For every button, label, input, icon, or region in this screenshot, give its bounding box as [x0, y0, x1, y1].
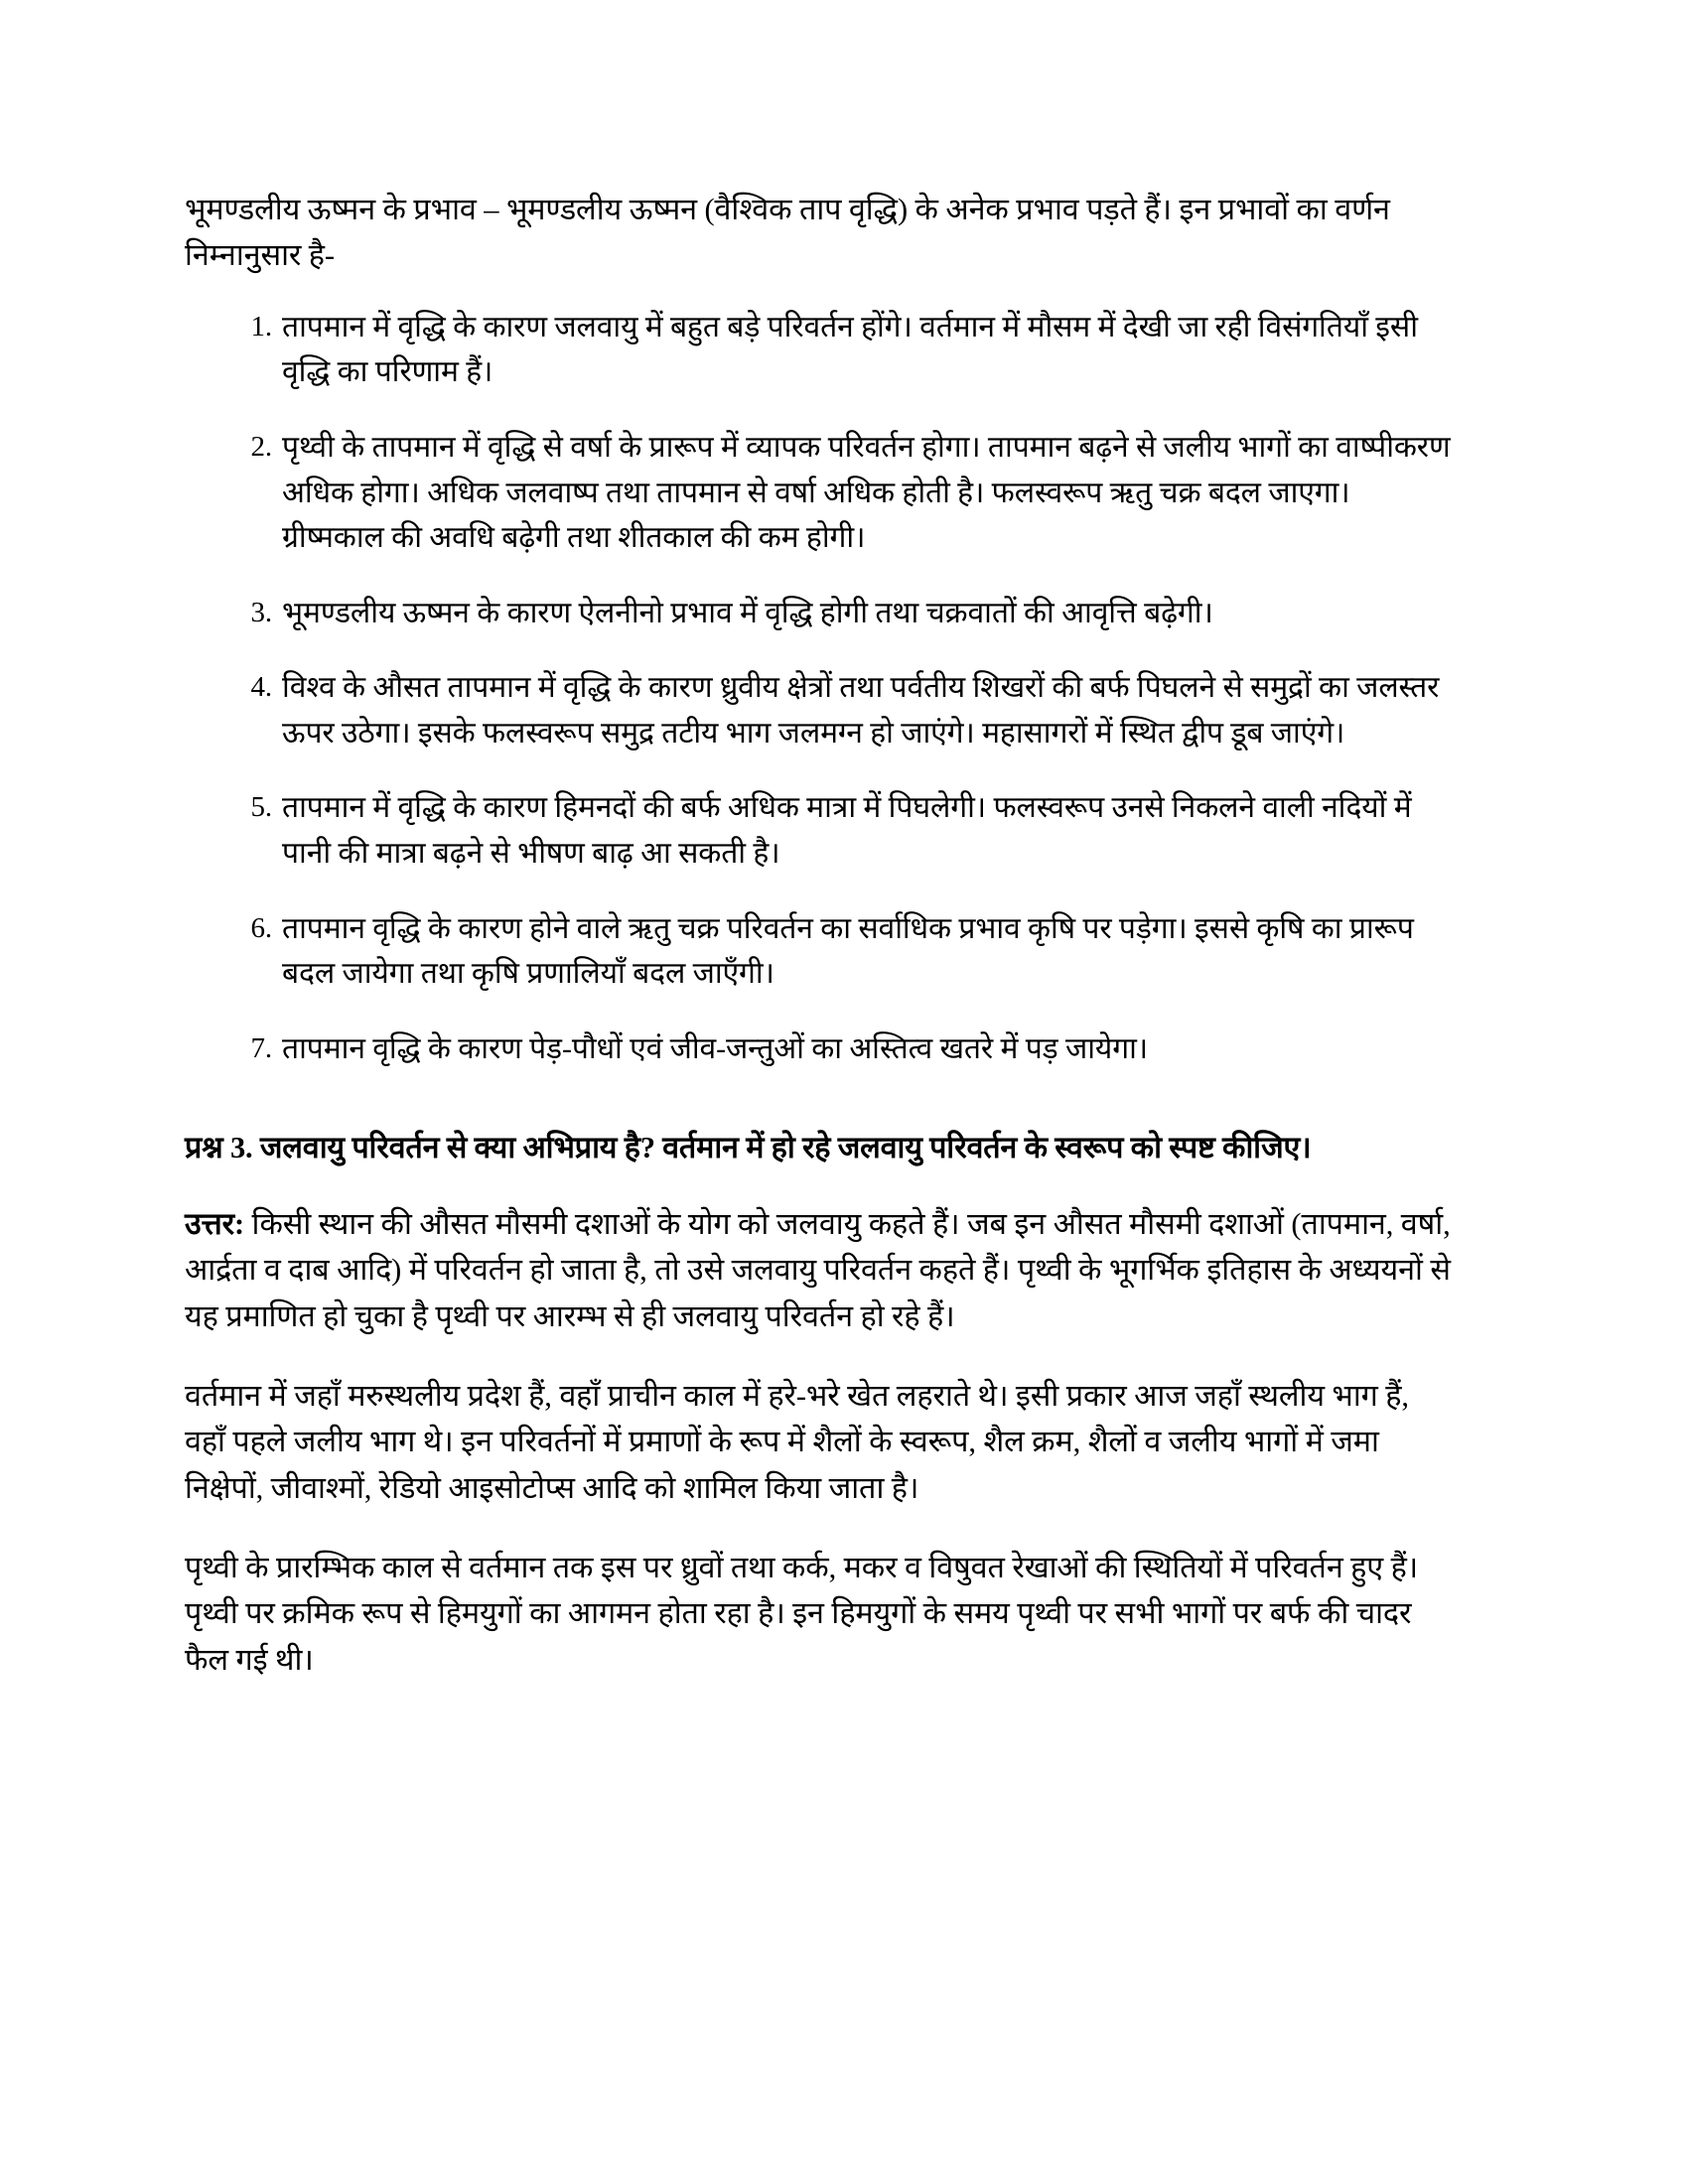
- list-item: [185, 305, 1456, 395]
- answer-second-paragraph: वर्तमान में जहाँ मरुस्थलीय प्रदेश हैं, वहाँ प्राचीन काल में हरे-भरे खेत लहराते थे। इसी प्रकार आज जहाँ स्थलीय भाग हैं, वहाँ पहले जलीय भाग थे। इन परिवर्तनों में प्रमाणों के रूप में शैलों के स्वरूप, शैल क्रम, शैलों व जलीय भागों में जमा निक्षेपों, जीवाश्मों, रेडियो आइसोटोप्स आदि को शामिल किया जाता है।: [185, 1378, 1409, 1505]
- answer-label: उत्तर:: [185, 1206, 245, 1241]
- list-item: [185, 591, 1456, 636]
- list-item: [185, 425, 1456, 561]
- answer-first-paragraph-text: किसी स्थान की औसत मौसमी दशाओं के योग को जलवायु कहते हैं। जब इन औसत मौसमी दशाओं (तापमान, वर्षा, आर्द्रता व दाब आदि) में परिवर्तन हो जाता है, तो उसे जलवायु परिवर्तन कहते हैं। पृथ्वी के भूगर्भिक इतिहास के अध्ययनों से यह प्रमाणित हो चुका है पृथ्वी पर आरम्भ से ही जलवायु परिवर्तन हो रहे हैं।: [185, 1206, 1451, 1333]
- list-item-marker: 6.: [250, 911, 272, 944]
- list-item: [185, 906, 1456, 997]
- answer-third-paragraph: पृथ्वी के प्रारम्भिक काल से वर्तमान तक इस पर ध्रुवों तथा कर्क, मकर व विषुवत रेखाओं की स्थितियों में परिवर्तन हुए हैं। पृथ्वी पर क्रमिक रूप से हिमयुगों का आगमन होता रहा है। इन हिमयुगों के समय पृथ्वी पर सभी भागों पर बर्फ की चादर फैल गई थी।: [185, 1550, 1419, 1677]
- list-item: [185, 785, 1456, 876]
- page-content: [185, 187, 1456, 1683]
- question-heading: प्रश्न 3. जलवायु परिवर्तन से क्या अभिप्राय है? वर्तमान में हो रहे जलवायु परिवर्तन के स्वरूप को स्पष्ट कीजिए।: [185, 1131, 1312, 1165]
- list-item-text: तापमान में वृद्धि के कारण जलवायु में बहुत बड़े परिवर्तन होंगे। वर्तमान में मौसम में देखी जा रही विसंगतियाँ इसी वृद्धि का परिणाम हैं।: [282, 310, 1418, 389]
- list-item-text: तापमान में वृद्धि के कारण हिमनदों की बर्फ अधिक मात्रा में पिघलेगी। फलस्वरूप उनसे निकलने वाली नदियों में पानी की मात्रा बढ़ने से भीषण बाढ़ आ सकती है।: [282, 791, 1412, 871]
- list-item-text: तापमान वृद्धि के कारण पेड़-पौधों एवं जीव-जन्तुओं का अस्तित्व खतरे में पड़ जायेगा।: [282, 1031, 1149, 1065]
- list-item: [185, 1026, 1456, 1072]
- intro-paragraph: भूमण्डलीय ऊष्मन के प्रभाव – भूमण्डलीय ऊष्मन (वैश्विक ताप वृद्धि) के अनेक प्रभाव पड़ते हैं। इन प्रभावों का वर्णन निम्नानुसार है-: [185, 193, 1390, 273]
- effects-ordered-list: [185, 305, 1456, 1072]
- list-item: [185, 665, 1456, 755]
- list-item-marker: 5.: [250, 791, 272, 824]
- list-item-text: पृथ्वी के तापमान में वृद्धि से वर्षा के प्रारूप में व्यापक परिवर्तन होगा। तापमान बढ़ने से जलीय भागों का वाष्पीकरण अधिक होगा। अधिक जलवाष्प तथा तापमान से वर्षा अधिक होती है। फलस्वरूप ऋतु चक्र बदल जाएगा। ग्रीष्मकाल की अवधि बढ़ेगी तथा शीतकाल की कम होगी।: [282, 430, 1451, 555]
- list-item-marker: 7.: [250, 1031, 272, 1064]
- list-item-marker: 4.: [250, 671, 272, 704]
- list-item-marker: 3.: [250, 596, 272, 628]
- list-item-text: विश्व के औसत तापमान में वृद्धि के कारण ध्रुवीय क्षेत्रों तथा पर्वतीय शिखरों की बर्फ पिघलने से समुद्रों का जलस्तर ऊपर उठेगा। इसके फलस्वरूप समुद्र तटीय भाग जलमग्न हो जाएंगे। महासागरों में स्थित द्वीप डूब जाएंगे।: [282, 671, 1440, 750]
- list-item-text: तापमान वृद्धि के कारण होने वाले ऋतु चक्र परिवर्तन का सर्वाधिक प्रभाव कृषि पर पड़ेगा। इससे कृषि का प्रारूप बदल जायेगा तथा कृषि प्रणालियाँ बदल जाएँगी।: [282, 911, 1414, 991]
- list-item-marker: 1.: [250, 310, 272, 342]
- answer-first-paragraph: [185, 1201, 1456, 1339]
- list-item-text: भूमण्डलीय ऊष्मन के कारण ऐलनीनो प्रभाव में वृद्धि होगी तथा चक्रवातों की आवृत्ति बढ़ेगी।: [282, 596, 1213, 629]
- list-item-marker: 2.: [250, 430, 272, 463]
